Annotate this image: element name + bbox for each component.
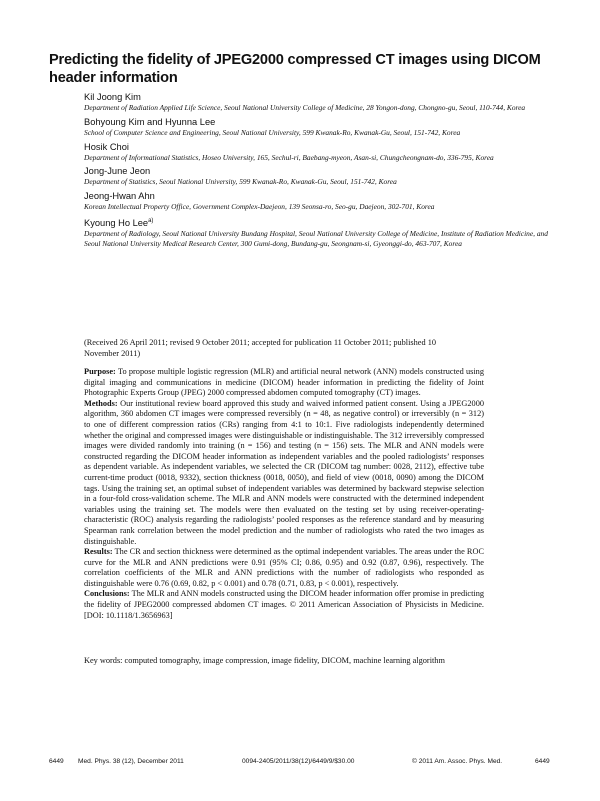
abstract-methods (84, 399, 484, 547)
conclusions-label: Conclusions: (84, 589, 130, 599)
author-list (84, 91, 554, 252)
author-block (84, 116, 554, 138)
abstract (84, 367, 484, 621)
author-name: Kil Joong Kim (84, 92, 141, 102)
author-name: Hosik Choi (84, 141, 129, 152)
methods-label: Methods: (84, 398, 118, 408)
author-affiliation: Department of Informational Statistics, Hoseo University, 165, Sechul-ri, Baebang-myeon, Asan-si, Chungcheongnam-do, 336-795, Korea (84, 152, 494, 162)
author-affiliation: Korean Intellectual Property Office, Government Complex-Daejeon, 139 Seonsa-ro, Seo-gu, Daejeon, 302-701, Korea (84, 202, 435, 212)
author-block (84, 165, 554, 187)
results-label: Results: (84, 547, 113, 557)
conclusions-text: The MLR and ANN models constructed using the DICOM header information offer promise in predicting the fidelity of JPEG2000 compressed abdomen CT images. © 2011 American Association of Physicists in Medicine. [DOI: 10.1118/1.3656963] (84, 589, 484, 620)
keywords: Key words: computed tomography, image compression, image fidelity, DICOM, machine learning algorithm (84, 656, 445, 665)
purpose-label: Purpose: (84, 367, 116, 376)
author-block (84, 141, 554, 163)
received-dates: (Received 26 April 2011; revised 9 October 2011; accepted for publication 11 October 2011; published 10 November 2011) (84, 338, 436, 358)
abstract-results (84, 547, 484, 589)
author-block (84, 215, 554, 249)
footer-page-number-right: 6449 (535, 758, 550, 765)
paper-title: Predicting the fidelity of JPEG2000 compressed CT images using DICOM header information (49, 52, 541, 86)
author-footnote-marker[interactable]: a) (148, 217, 154, 224)
author-name: Kyoung Ho Lee$^{a)}$ (84, 217, 154, 229)
author-affiliation: Department of Radiation Applied Life Science, Seoul National University College of Medicine, 28 Yongon-dong, Chongno-gu, Seoul, 110-744, Korea (84, 103, 526, 112)
author-name: Jong-June Jeon (84, 166, 151, 177)
methods-text: Our institutional review board approved this study and waived informed patient consent. Using a JPEG2000 algorithm, 360 abdomen CT images were compressed reversibly (n = 48, as negative control) or irreversibly (n = 312) to one of different compression ratios (CRs) ranging from 4:1 to 10:1. Five radiologists independently determined whether the original and compressed images were distinguishable or indistinguishable. The 312 irreversibly compressed images were divided randomly into training (n = 156) and testing (n = 156) sets. The MLR and ANN models were constructed regarding the DICOM header information as independent variables and the pooled radiologists’ responses as dependent variable. As independent variables, we selected the CR (DICOM tag number: 0028, 2112), effective tube current-time product (0018, 9332), section thickness (0018, 0050), and field of view (0018, 0090) among the DICOM tags. Using the training set, an optimal subset of independent variables was determined by backward stepwise selection in a four-fold cross-validation scheme. The MLR and ANN models were constructed with the determined independent variables using the training set. The models were then evaluated on the testing set by using receiver-operating-characteristic (ROC) analysis regarding the radiologists’ pooled responses as the reference standard and by measuring Spearman rank correlation between the model prediction and the number of radiologists who rated the two images as distinguishable. (84, 398, 485, 546)
footer-issn: 0094-2405/2011/38(12)/6449/9/$30.00 (242, 758, 355, 765)
author-name: Bohyoung Kim and Hyunna Lee (84, 116, 216, 127)
abstract-conclusions (84, 589, 484, 621)
author-block (84, 190, 554, 212)
author-affiliation: Department of Statistics, Seoul National University, 599 Kwanak-Ro, Kwanak-Gu, Seoul, 151-742, Korea (84, 177, 397, 187)
author-block (84, 91, 554, 113)
purpose-text: To propose multiple logistic regression (MLR) and artificial neural network (ANN) models constructed using digital imaging and communications in medicine (DICOM) header information in predicting the fidelity of Joint Photographic Experts Group (JPEG) 2000 compressed abdomen computed tomography (CT) images. (84, 367, 484, 398)
author-affiliation: Department of Radiology, Seoul National University Bundang Hospital, Seoul National University College of Medicine, Institute of Radiation Medicine, and Seoul National University Medical Research Center, 300 Gumi-dong, Bundang-gu, Seongnam-si, Gyeonggi-do, 463-707, Korea (84, 229, 548, 248)
abstract-purpose (84, 367, 484, 399)
author-name: Jeong-Hwan Ahn (84, 191, 155, 202)
footer-journal: Med. Phys. 38 (12), December 2011 (78, 758, 184, 765)
results-text: The CR and section thickness were determined as the optimal independent variables. The areas under the ROC curve for the MLR and ANN predictions were 0.91 (95% CI; 0.86, 0.95) and 0.92 (0.87, 0.96), respectively. The correlation coefficients of the MLR and ANN predictions with the number of radiologists who responded as distinguishable were 0.76 (0.69, 0.82, p < 0.001) and 0.78 (0.71, 0.83, p < 0.001), respectively. (84, 547, 484, 588)
footer-page-number-left: 6449 (49, 758, 64, 765)
footer-copyright: © 2011 Am. Assoc. Phys. Med. (412, 758, 503, 765)
author-affiliation: School of Computer Science and Engineering, Seoul National University, 599 Kwanak-Ro, Kwanak-Gu, Seoul, 151-742, Korea (84, 127, 461, 137)
